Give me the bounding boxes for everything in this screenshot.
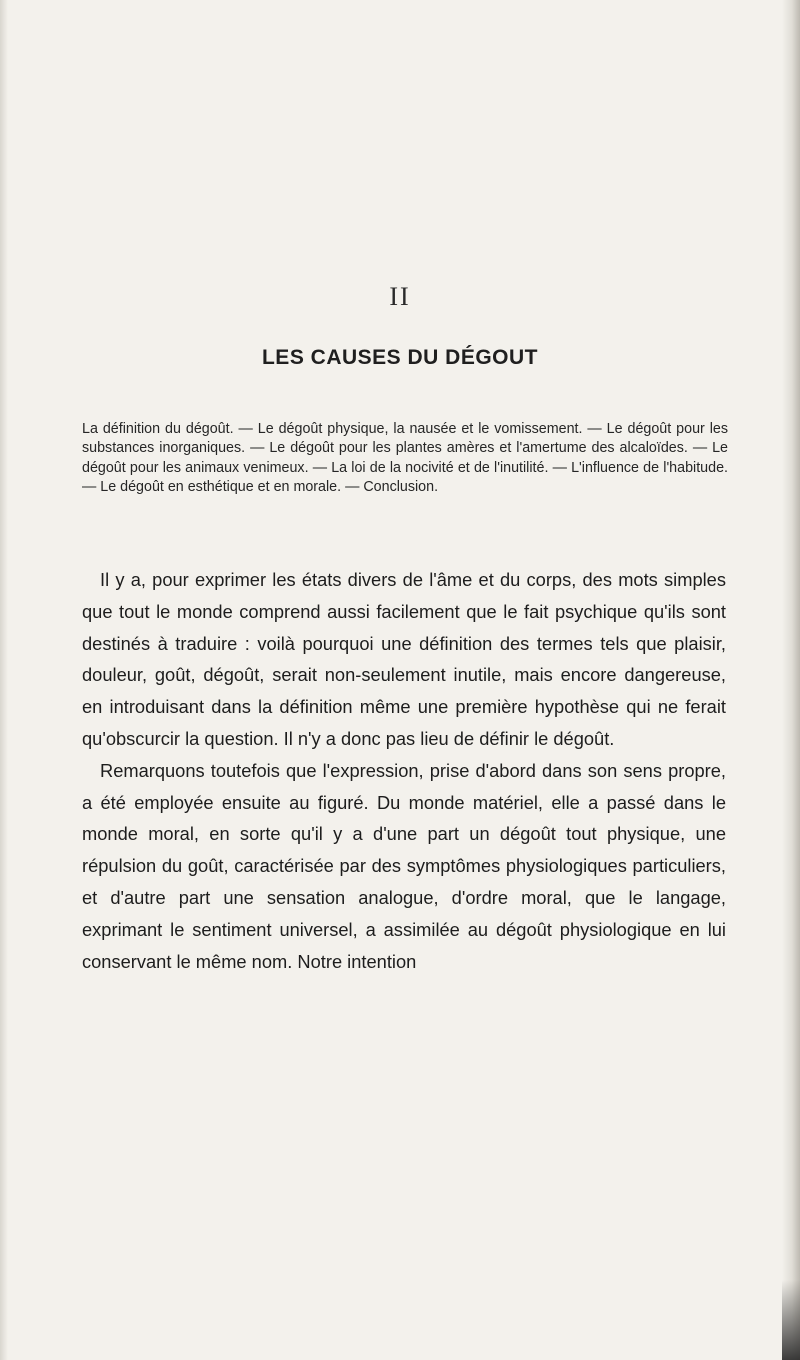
body-text [82, 564, 726, 977]
page-right-edge [782, 0, 800, 1360]
paragraph: Remarquons toutefois que l'expression, prise d'abord dans son sens propre, a été employée ensuite au figuré. Du monde matériel, elle a passé dans le monde moral, en sorte qu'il y a d'une part un dégoût tout physique, une répulsion du goût, caractérisée par des symptômes physiologiques particuliers, et d'autre part une sensation analogue, d'ordre moral, que le langage, exprimant le sentiment universel, a assimilée au dégoût physiologique en lui conservant le même nom. Notre intention [82, 759, 726, 972]
chapter-title: LES CAUSES DU DÉGOUT [261, 346, 539, 369]
page-corner-shadow [782, 1280, 800, 1360]
chapter-number: II [389, 282, 411, 311]
page-left-edge [0, 0, 8, 1360]
chapter-summary: La définition du dégoût. — Le dégoût physique, la nausée et le vomissement. — Le dégoût pour les substances inorganiques. — Le dégoût pour les plantes amères et l'amertume des alcaloïdes. — Le dégoût pour les animaux venimeux. — La loi de la nocivité et de l'inutilité. — L'influence de l'habitude. — Le dégoût en esthétique et en morale. — Conclusion. [82, 421, 728, 496]
paragraph: Il y a, pour exprimer les états divers de l'âme et du corps, des mots simples que tout le monde comprend aussi facilement que le fait psychique qu'ils sont destinés à traduire : voilà pourquoi une définition des termes tels que plaisir, douleur, goût, dégoût, serait non-seulement inutile, mais encore dangereuse, en introduisant dans la définition même une première hypothèse qui ne ferait qu'obscurcir la question. Il n'y a donc pas lieu de définir le dégoût. [82, 569, 726, 749]
